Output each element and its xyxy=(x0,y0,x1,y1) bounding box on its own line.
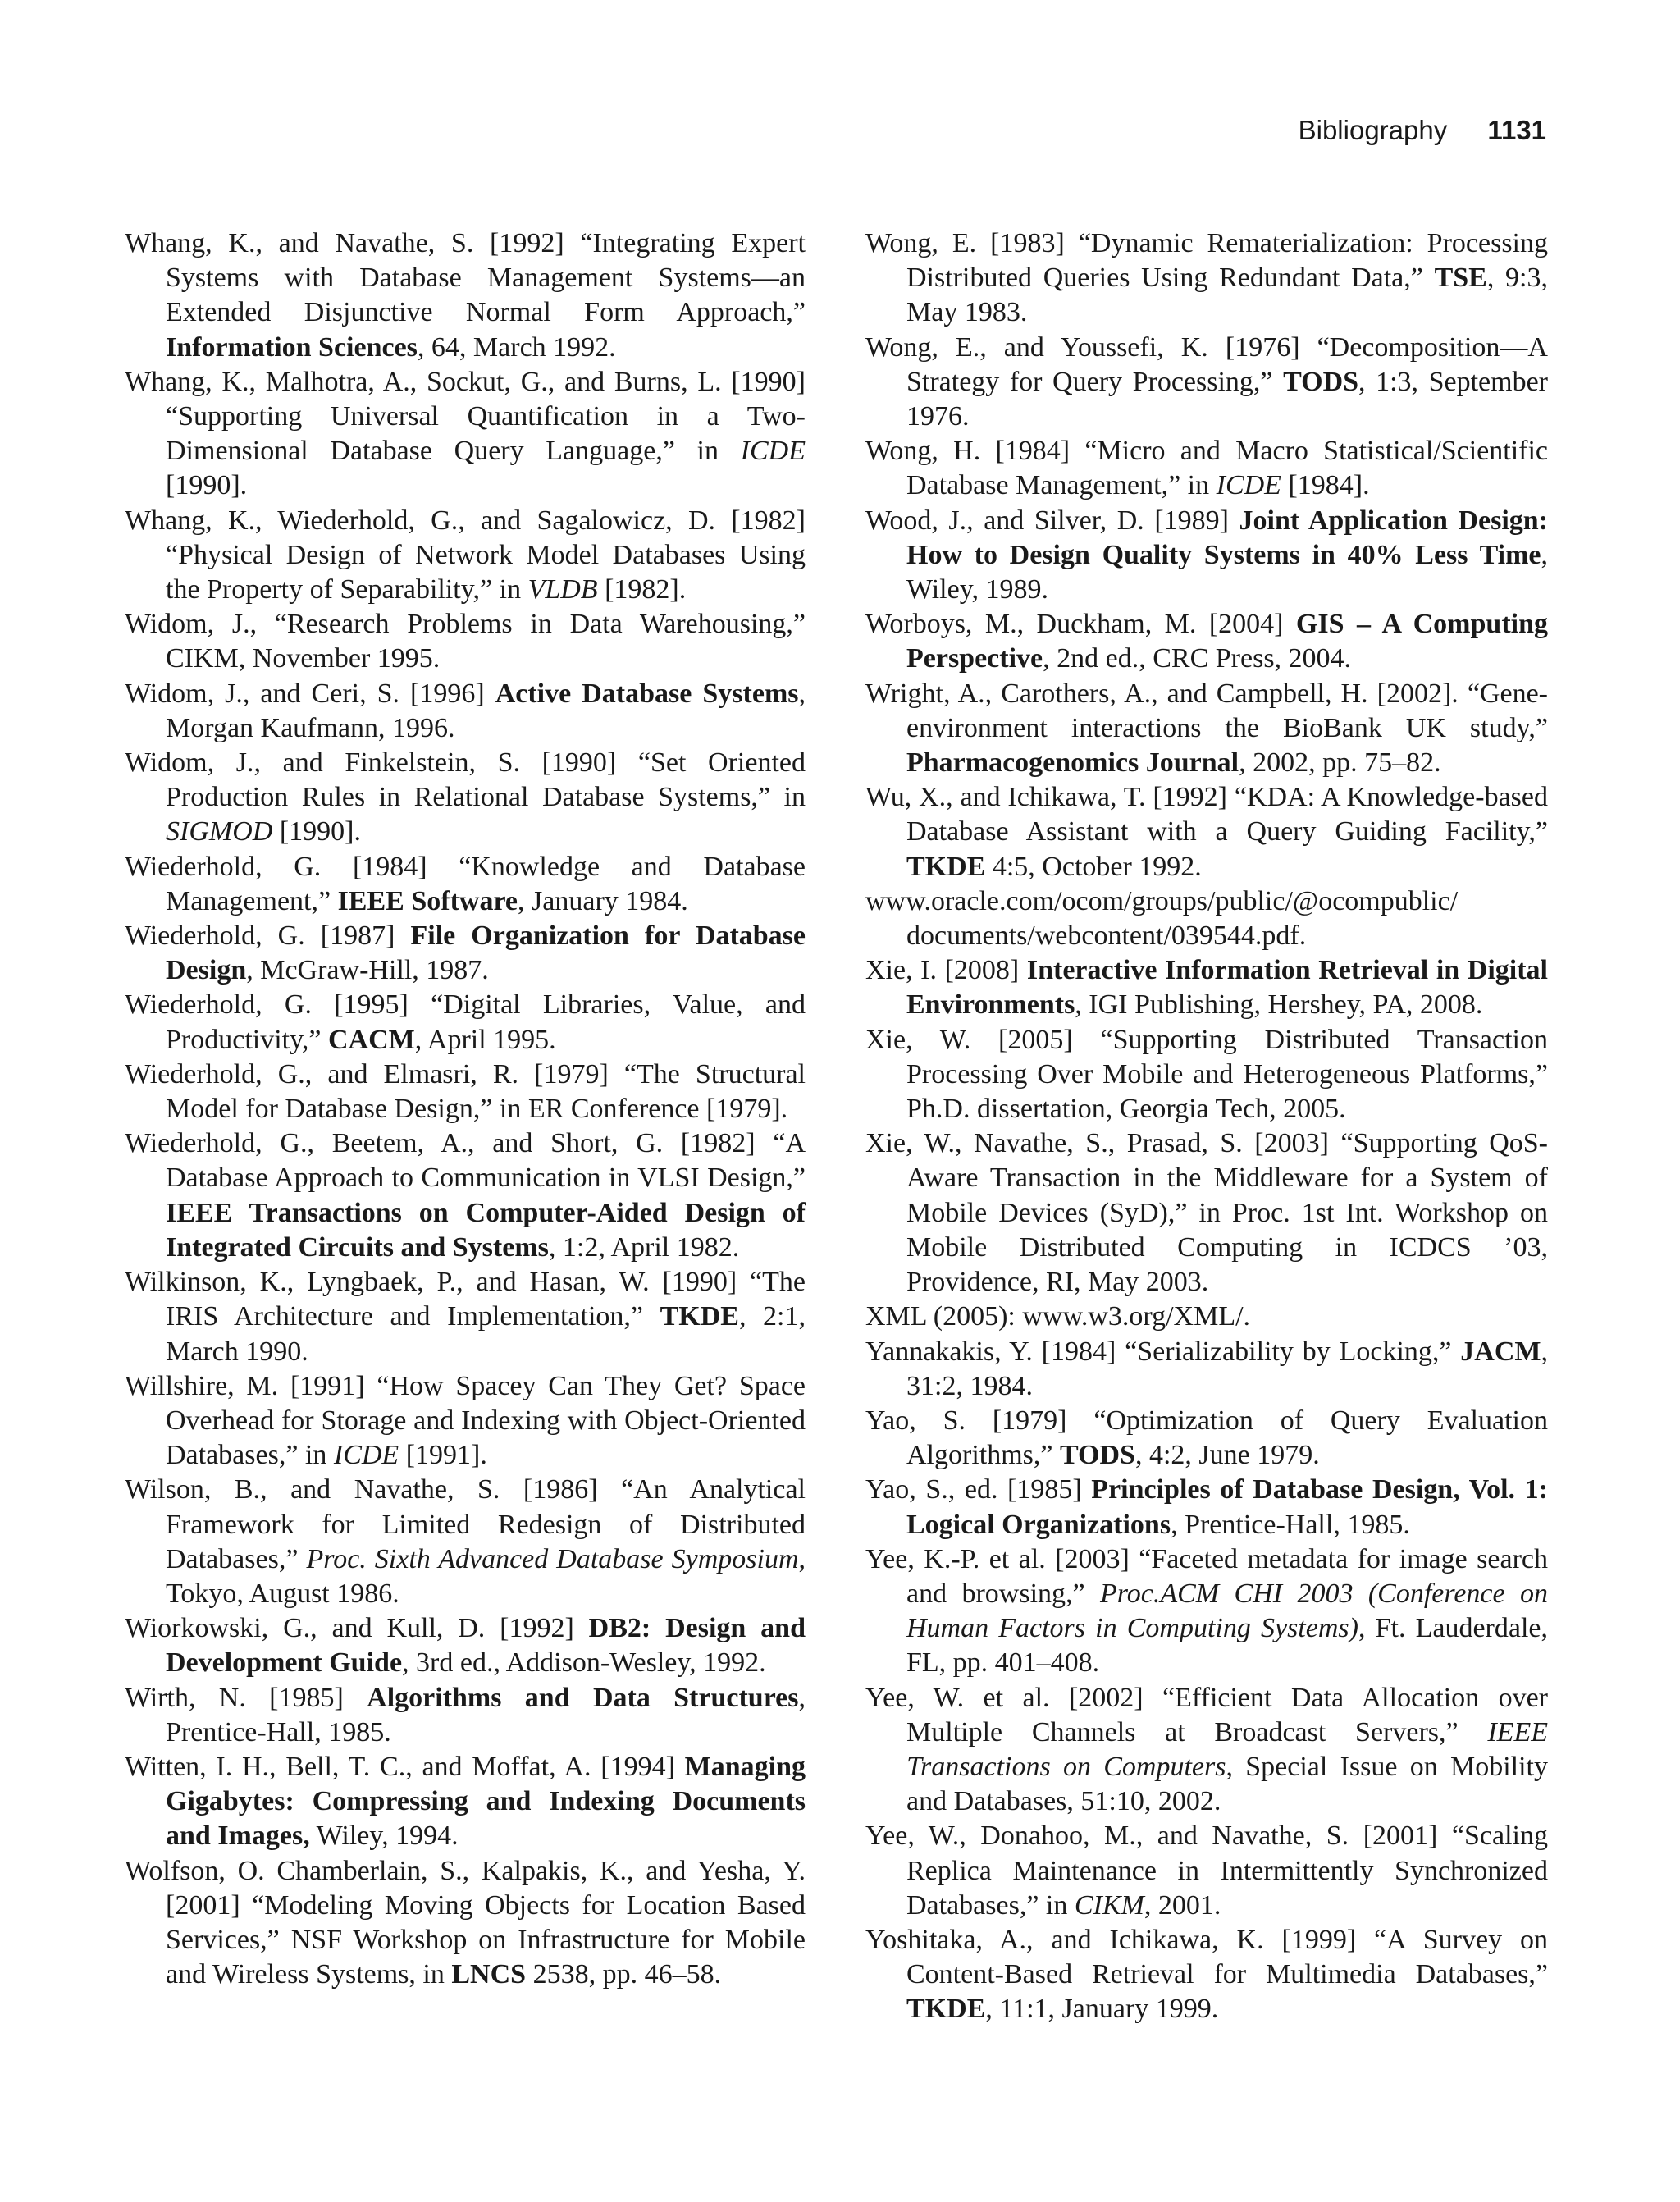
entry-bold-title: IEEE Transactions on Computer-Aided Design of Integrated Circuits and Systems xyxy=(166,1197,806,1263)
entry-text: , Prentice-Hall, 1985. xyxy=(166,1682,806,1747)
entry-text: , 64, March 1992. xyxy=(417,331,616,363)
entry-text: Yao, S., ed. [1985] xyxy=(865,1474,1092,1505)
bibliography-entry xyxy=(865,1300,1548,1334)
entry-bold-title: TODS xyxy=(1283,366,1359,397)
entry-text: [1990]. xyxy=(272,816,361,847)
entry-text: , 4:2, June 1979. xyxy=(1134,1440,1320,1471)
bibliography-entry xyxy=(865,1335,1548,1404)
entry-text: XML (2005): www.w3.org/XML/. xyxy=(865,1301,1251,1332)
entry-text: Xie, W., Navathe, S., Prasad, S. [2003] “Supporting QoS-Aware Transaction in the Middleware for a System of Mobile Devices (SyD),” in Proc. 1st Int. Workshop on Mobile Distributed Computing in ICDCS ’03, Providence, RI, May 2003. xyxy=(865,1128,1548,1298)
entry-text: Widom, J., “Research Problems in Data Warehousing,” CIKM, November 1995. xyxy=(125,609,806,674)
entry-italic-venue: SIGMOD xyxy=(166,816,273,847)
entry-text: , 31:2, 1984. xyxy=(906,1336,1548,1401)
entry-text: , January 1984. xyxy=(518,885,688,916)
bibliography-entry xyxy=(865,884,1548,953)
entry-text: , 2:1, March 1990. xyxy=(166,1301,806,1367)
entry-bold-title: Interactive Information Retrieval in Digital Environments xyxy=(906,955,1549,1021)
entry-bold-title: TODS xyxy=(1059,1440,1135,1471)
entry-italic-venue: Proc. Sixth Advanced Database Symposium xyxy=(306,1543,799,1574)
entry-text: Xie, W. [2005] “Supporting Distributed Transaction Processing Over Mobile and Heterogeneous Platforms,” Ph.D. dissertation, Georgia Tech, 2005. xyxy=(865,1024,1548,1125)
bibliography-entry xyxy=(865,1404,1548,1473)
entry-text: , April 1995. xyxy=(414,1024,556,1055)
bibliography-entry xyxy=(125,1058,806,1126)
entry-text: Wiederhold, G., and Elmasri, R. [1979] “The Structural Model for Database Design,” in ER Conference [1979]. xyxy=(125,1058,806,1125)
entry-bold-title: Information Sciences xyxy=(166,331,418,363)
entry-text: , 1:3, September 1976. xyxy=(906,366,1548,432)
bibliography-entry xyxy=(865,331,1548,435)
entry-text: Yee, W. et al. [2002] “Efficient Data Allocation over Multiple Channels at Broadcast Servers,” xyxy=(865,1682,1548,1747)
entry-text: Yao, S. [1979] “Optimization of Query Evaluation Algorithms,” xyxy=(865,1405,1548,1471)
entry-text: , 3rd ed., Addison-Wesley, 1992. xyxy=(402,1647,766,1679)
entry-text: Wiederhold, G. [1995] “Digital Libraries, Value, and Productivity,” xyxy=(125,989,806,1055)
entry-bold-title: Algorithms and Data Structures xyxy=(367,1682,799,1713)
entry-bold-title: Pharmacogenomics Journal xyxy=(906,747,1239,779)
entry-text: Wirth, N. [1985] xyxy=(125,1682,368,1713)
entry-bold-title: TSE xyxy=(1434,263,1487,294)
bibliography-entry xyxy=(865,226,1548,331)
entry-text: Widom, J., and Ceri, S. [1996] xyxy=(125,678,495,709)
entry-bold-title: TKDE xyxy=(660,1301,739,1332)
bibliography-entry xyxy=(125,1611,806,1680)
entry-italic-venue: IEEE Transactions on Computers xyxy=(906,1716,1548,1782)
entry-text: , Tokyo, August 1986. xyxy=(166,1543,806,1609)
entry-text: Wu, X., and Ichikawa, T. [1992] “KDA: A Knowledge-based Database Assistant with a Query Guiding Facility,” xyxy=(865,782,1548,847)
entry-text: , Ft. Lauderdale, FL, pp. 401–408. xyxy=(906,1613,1548,1679)
bibliography-entry xyxy=(865,434,1548,503)
entry-text: , 9:3, May 1983. xyxy=(906,263,1548,328)
bibliography-entry xyxy=(125,850,806,919)
entry-italic-venue: Proc.ACM CHI 2003 (Conference on Human Factors in Computing Systems) xyxy=(906,1578,1548,1644)
bibliography-entry xyxy=(125,607,806,676)
entry-text: , Wiley, 1989. xyxy=(906,539,1548,605)
entry-bold-title: TKDE xyxy=(906,1994,986,2025)
entry-text: Xie, I. [2008] xyxy=(865,955,1027,986)
entry-italic-venue: ICDE xyxy=(1216,470,1281,501)
entry-bold-title: IEEE Software xyxy=(337,885,518,916)
entry-bold-title: JACM xyxy=(1460,1336,1541,1367)
entry-text: , Morgan Kaufmann, 1996. xyxy=(166,678,806,743)
entry-text: Willshire, M. [1991] “How Spacey Can They Get? Space Overhead for Storage and Indexing with Object-Oriented Databases,” in xyxy=(125,1370,806,1471)
bibliography-entry xyxy=(865,1681,1548,1820)
entry-text: 4:5, October 1992. xyxy=(985,851,1202,882)
entry-bold-title: DB2: Design and Development Guide xyxy=(166,1613,806,1679)
entry-text: Wong, E. [1983] “Dynamic Rematerialization: Processing Distributed Queries Using Redundant Data,” xyxy=(865,228,1548,294)
entry-text: Worboys, M., Duckham, M. [2004] xyxy=(865,609,1296,640)
entry-text: www.oracle.com/ocom/groups/public/@ocompublic/ documents/webcontent/039544.pdf. xyxy=(865,885,1459,952)
bibliography-entry xyxy=(125,1126,806,1265)
entry-italic-venue: VLDB xyxy=(527,574,598,605)
bibliography-entry xyxy=(125,365,806,504)
entry-text: Yee, K.-P. et al. [2003] “Faceted metadata for image search and browsing,” xyxy=(865,1543,1548,1609)
entry-text: Witten, I. H., Bell, T. C., and Moffat, A. [1994] xyxy=(125,1751,685,1782)
bibliography-entry xyxy=(125,504,806,608)
bibliography-entry xyxy=(865,1819,1548,1923)
entry-text: , 11:1, January 1999. xyxy=(985,1994,1219,2025)
entry-text: Wilson, B., and Navathe, S. [1986] “An Analytical Framework for Limited Redesign of Distributed Databases,” xyxy=(125,1474,806,1574)
bibliography-entry xyxy=(865,1923,1548,2027)
entry-text: [1984]. xyxy=(1281,470,1370,501)
entry-text: [1991]. xyxy=(399,1440,487,1471)
entry-italic-venue: ICDE xyxy=(740,436,806,467)
bibliography-entry xyxy=(865,1126,1548,1300)
entry-text: Whang, K., Wiederhold, G., and Sagalowicz, D. [1982] “Physical Design of Network Model Databases Using the Property of Separability,” in xyxy=(125,505,806,605)
entry-bold-title: Principles of Database Design, Vol. 1: Logical Organizations xyxy=(906,1474,1548,1540)
entry-text: [1982]. xyxy=(597,574,687,605)
entry-bold-title: Active Database Systems xyxy=(495,678,799,709)
entry-text: Wiederhold, G. [1987] xyxy=(125,921,411,952)
running-head xyxy=(1299,115,1546,146)
entry-text: , 2001. xyxy=(1144,1889,1221,1921)
entry-text: Wood, J., and Silver, D. [1989] xyxy=(865,505,1239,536)
bibliography-entry xyxy=(865,1542,1548,1681)
bibliography-entry xyxy=(125,919,806,988)
entry-text: , 2nd ed., CRC Press, 2004. xyxy=(1043,643,1352,674)
entry-text: , Prentice-Hall, 1985. xyxy=(1171,1509,1410,1540)
bibliography-entry xyxy=(865,1023,1548,1127)
bibliography-entry xyxy=(865,953,1548,1022)
bibliography-entry xyxy=(125,988,806,1057)
entry-text: Yee, W., Donahoo, M., and Navathe, S. [2001] “Scaling Replica Maintenance in Intermittently Synchronized Databases,” in xyxy=(865,1821,1548,1921)
section-title: Bibliography xyxy=(1298,115,1448,145)
entry-text: , 2002, pp. 75–82. xyxy=(1239,747,1441,779)
bibliography-entry xyxy=(865,780,1548,884)
entry-text: Yannakakis, Y. [1984] “Serializability by Locking,” xyxy=(865,1336,1461,1367)
entry-bold-title: CACM xyxy=(328,1024,415,1055)
entry-bold-title: Managing Gigabytes: Compressing and Indexing Documents and Images, xyxy=(166,1751,806,1852)
bibliography-entry xyxy=(865,1473,1548,1542)
entry-text: Wiorkowski, G., and Kull, D. [1992] xyxy=(125,1613,589,1644)
entry-italic-venue: ICDE xyxy=(333,1440,399,1471)
entry-text: Wong, H. [1984] “Micro and Macro Statistical/Scientific Database Management,” in xyxy=(865,436,1548,501)
entry-text: , IGI Publishing, Hershey, PA, 2008. xyxy=(1075,989,1483,1021)
entry-text: Wright, A., Carothers, A., and Campbell, H. [2002]. “Gene-environment interactions the BioBank UK study,” xyxy=(865,678,1548,743)
bibliography-entry xyxy=(125,1473,806,1611)
entry-text: 2538, pp. 46–58. xyxy=(526,1959,722,1990)
entry-bold-title: Joint Application Design: How to Design Quality Systems in 40% Less Time xyxy=(906,505,1548,570)
entry-text: Yoshitaka, A., and Ichikawa, K. [1999] “A Survey on Content-Based Retrieval for Multimedia Databases,” xyxy=(865,1924,1548,1990)
bibliography-entry xyxy=(865,607,1548,676)
entry-text: , 1:2, April 1982. xyxy=(548,1231,740,1263)
entry-text: Whang, K., Malhotra, A., Sockut, G., and Burns, L. [1990] “Supporting Universal Quantification in a Two-Dimensional Database Query Language,” in xyxy=(125,366,806,467)
entry-text: Wilkinson, K., Lyngbaek, P., and Hasan, W. [1990] “The IRIS Architecture and Implementation,” xyxy=(125,1267,806,1332)
entry-bold-title: GIS – A Computing Perspective xyxy=(906,609,1549,674)
bibliography-entry xyxy=(865,677,1548,781)
entry-text: Whang, K., and Navathe, S. [1992] “Integrating Expert Systems with Database Management Systems—an Extended Disjunctive Normal Form Approach,” xyxy=(125,228,806,328)
entry-bold-title: File Organization for Database Design xyxy=(166,921,806,986)
entry-italic-venue: CIKM xyxy=(1074,1889,1144,1921)
entry-text: Wolfson, O. Chamberlain, S., Kalpakis, K., and Yesha, Y. [2001] “Modeling Moving Objects for Location Based Services,” NSF Workshop on Infrastructure for Mobile and Wireless Systems, in xyxy=(125,1855,806,1990)
bibliography-entry xyxy=(125,226,806,365)
entry-text: Wiley, 1994. xyxy=(309,1821,459,1852)
entry-text: [1990]. xyxy=(166,470,248,501)
bibliography-column-left xyxy=(125,226,806,1992)
bibliography-entry xyxy=(125,1854,806,1993)
bibliography-entry xyxy=(865,504,1548,608)
bibliography-entry xyxy=(125,1369,806,1473)
entry-text: Widom, J., and Finkelstein, S. [1990] “Set Oriented Production Rules in Relational Database Systems,” in xyxy=(125,747,806,813)
entry-bold-title: LNCS xyxy=(451,1959,527,1990)
bibliography-column-right xyxy=(865,226,1548,2027)
entry-text: Wiederhold, G., Beetem, A., and Short, G. [1982] “A Database Approach to Communication in VLSI Design,” xyxy=(125,1128,806,1194)
entry-text: Wong, E., and Youssefi, K. [1976] “Decomposition—A Strategy for Query Processing,” xyxy=(865,331,1548,397)
bibliography-entry xyxy=(125,1750,806,1854)
entry-bold-title: TKDE xyxy=(906,851,986,882)
bibliography-entry xyxy=(125,677,806,746)
entry-text: , McGraw-Hill, 1987. xyxy=(246,955,489,986)
page-number: 1131 xyxy=(1487,115,1546,145)
bibliography-entry xyxy=(125,1265,806,1369)
entry-text: , Special Issue on Mobility and Databases, 51:10, 2002. xyxy=(906,1751,1548,1817)
bibliography-entry xyxy=(125,1681,806,1750)
bibliography-entry xyxy=(125,746,806,850)
entry-text: Wiederhold, G. [1984] “Knowledge and Database Management,” xyxy=(125,851,806,916)
